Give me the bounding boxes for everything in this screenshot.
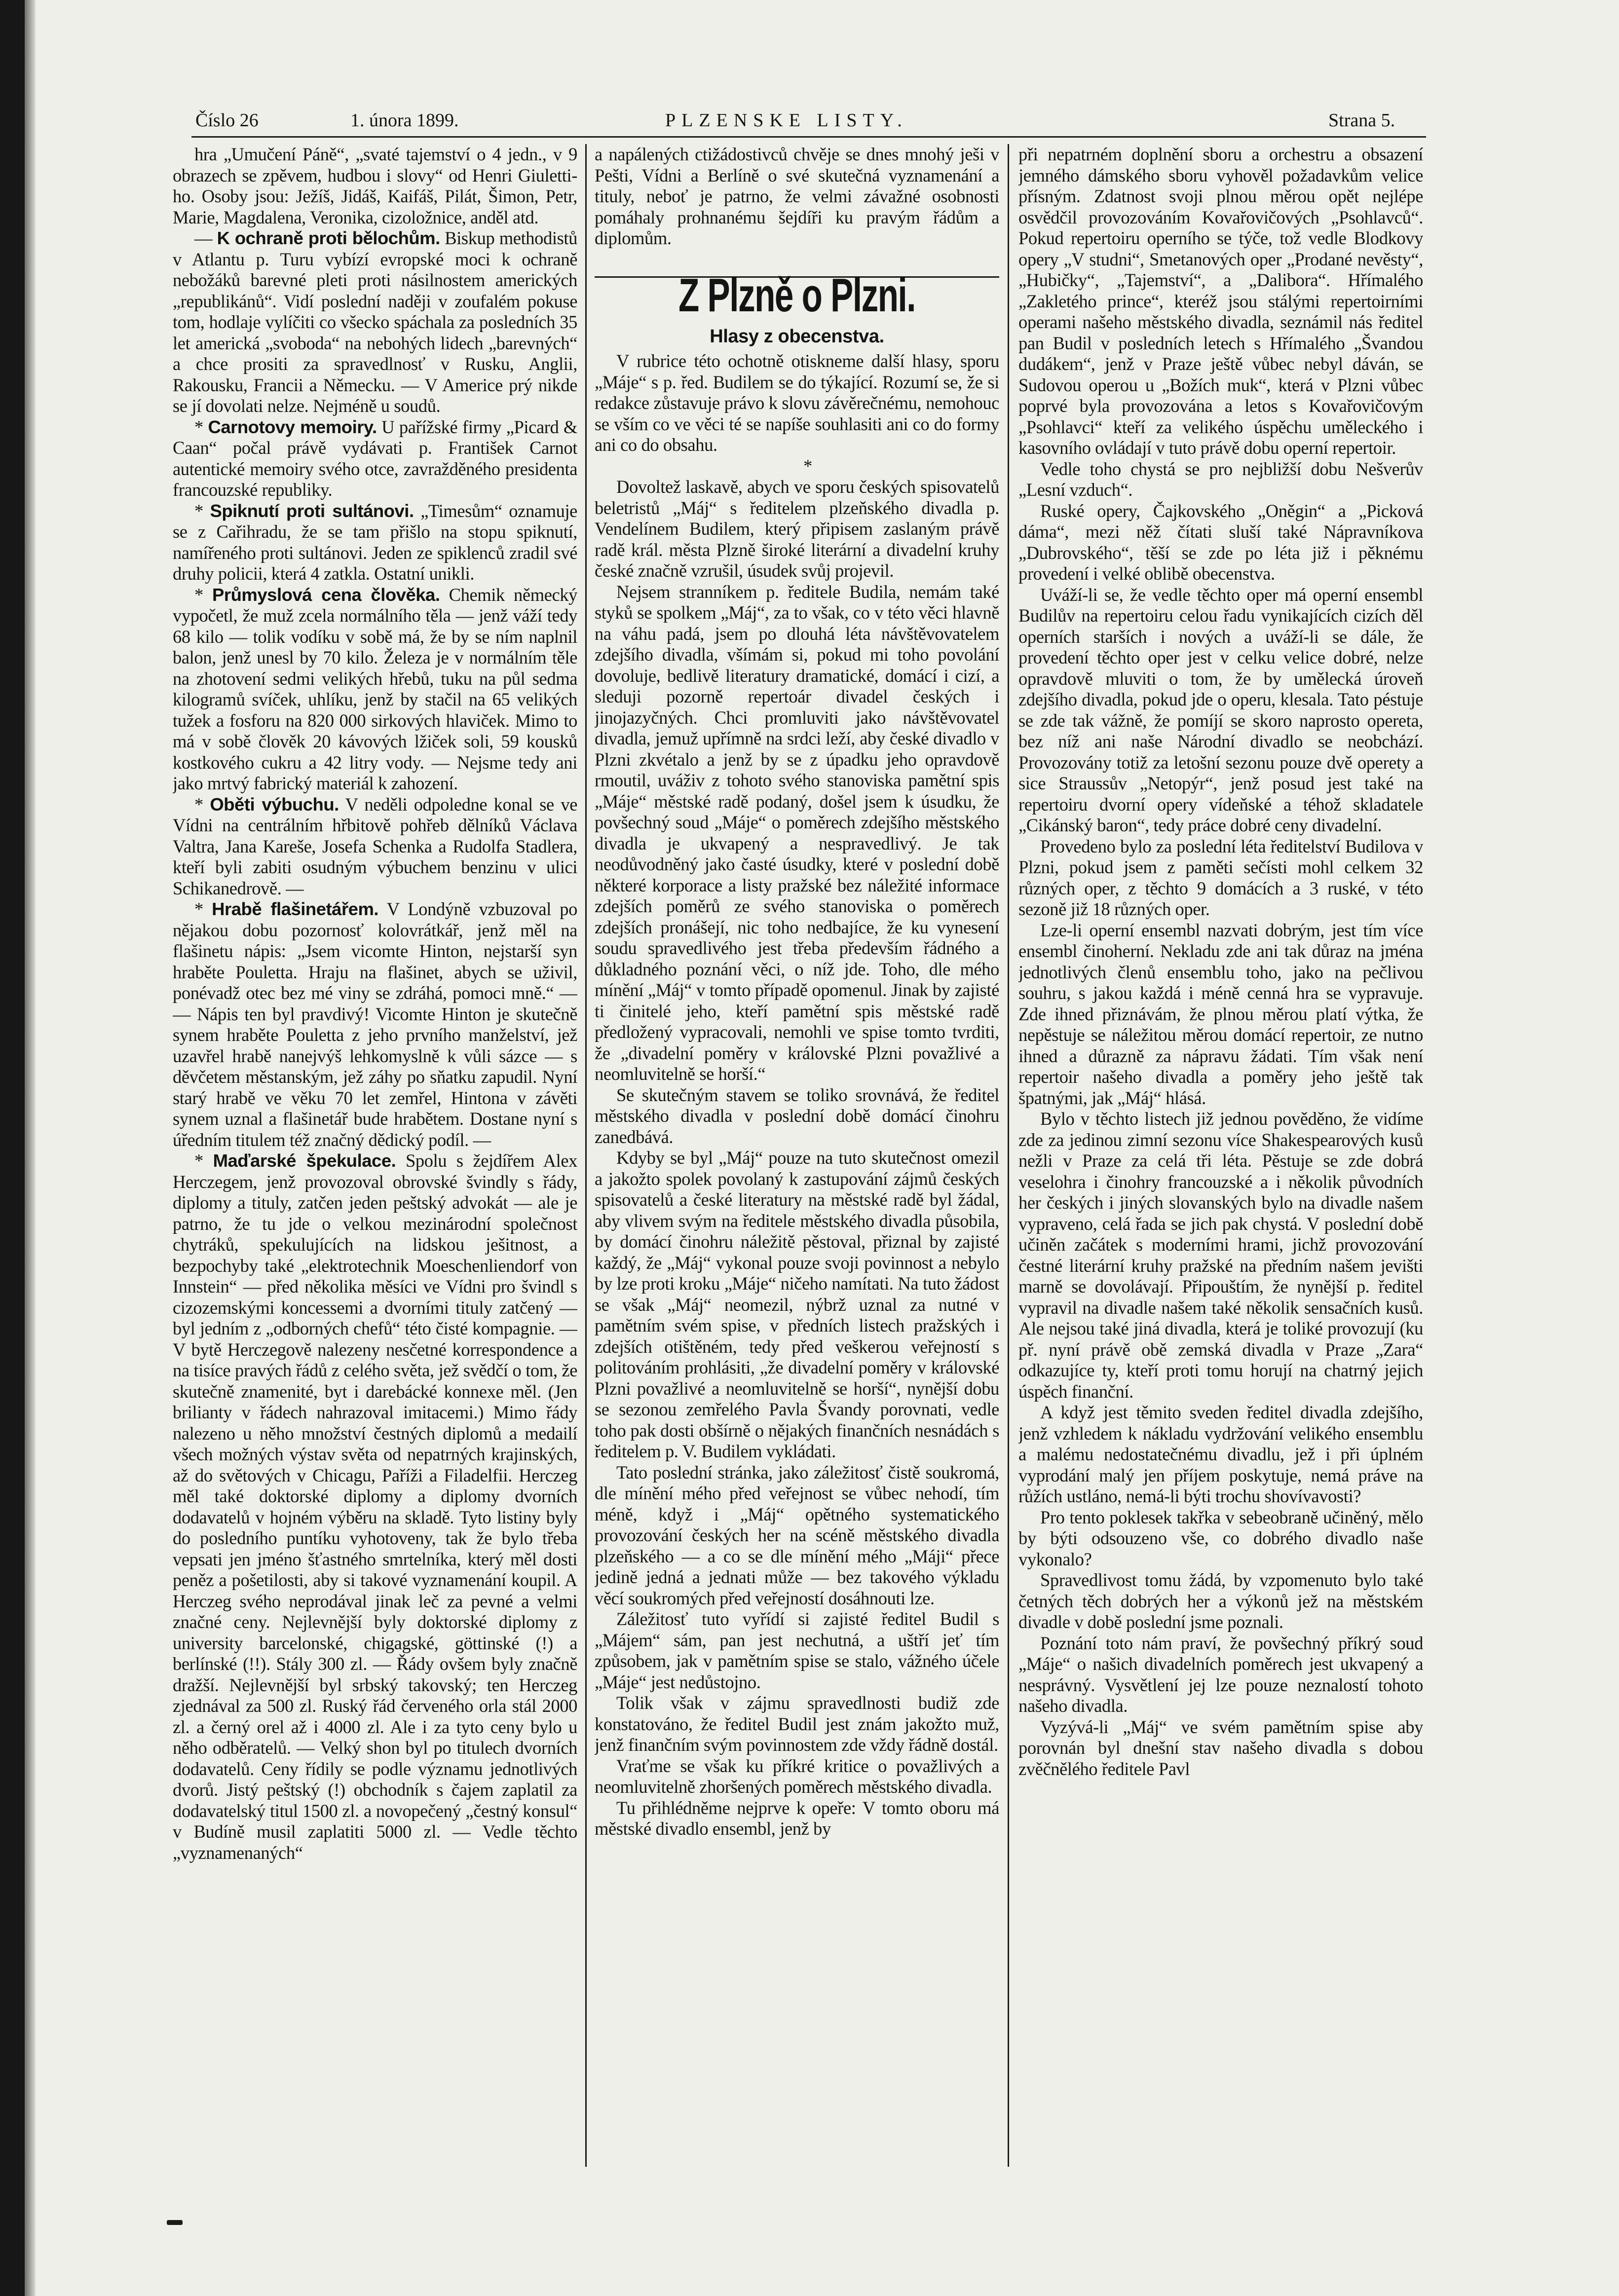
scan-dark-border xyxy=(0,0,25,2296)
article-obeti-vybuchu: * Oběti výbuchu. V neděli odpoledne konal se ve Vídni na centrálním hřbitově pohřeb dělníků Václava Valtra, Jana Kareše, Josefa Schenka a Rudolfa Stadlera, kteří byli zabiti osudným výbuchem benzinu v ulici Schikanedrově. — xyxy=(173,794,577,898)
col3-paragraph: Lze-li operní ensembl nazvati dobrým, jest tím více ensembl činoherní. Nekladu zde ani tak důraz na jména jednotlivých členů ensemblu toho, jako na pečlivou souhru, s jakou každá i méně cenná hra se vypravuje. Zde ihned přiznávám, že plnou měrou platí výtka, že nepěstuje se náležitou měrou domácí repertoir, ze nutno ihned a důrazně za nápravu žádati. Tím však není repertoir našeho divadla a poměry jeho ještě tak špatnými, jak „Máj“ hlásá. xyxy=(1018,920,1423,1108)
col3-paragraph: Provedeno bylo za poslední léta ředitelství Budilova v Plzni, pokud jsem z paměti sečísti mohl celkem 32 různých oper, z těchto 9 domácích a 3 ruské, v této sezoně již 18 různých oper. xyxy=(1018,836,1423,919)
page-number: Strana 5. xyxy=(1328,110,1395,131)
header-rule xyxy=(191,136,1426,138)
col3-paragraph: Uváží-li se, že vedle těchto oper má operní ensembl Budilův na repertoiru celou řadu vynikajících cizích děl operních starších i nových a uváží-li se dále, že provedení těchto oper jest v celku velice dobré, nelze opravdově mluviti o tom, že by umělecká úroveň zdejšího divadla, pokud jde o operu, klesala. Tato péstuje se zde tak vážně, že pomíjí se skoro naprosto opereta, bez níž ani naše Národní divadlo se neobchází. Provozovány totiž za letošní sezonu pouze dvě operety a sice Straussův „Netopýr“, jenž posud jest také na repertoiru dvorní opery vídeňské a téhož skladatele „Cikánský baron“, tedy práce dobré ceny divadelní. xyxy=(1018,584,1423,835)
article-intro: V rubrice této ochotně otiskneme další hlasy, sporu „Máje“ s p. řed. Budilem se do týkající. Rozumí se, že si redakce zůstavuje právo k slovu závěrečnému, nemohouc se vším co ve věci té se napíše souhlasiti ani co do formy ani co do obsahu. xyxy=(595,351,999,455)
section-heading: Průmyslová cena člověka. xyxy=(212,584,440,605)
col2-paragraph: Vraťme se však ku příkré kritice o považlivých a neomluvitelně zhoršených poměrech městského divadla. xyxy=(595,1755,999,1797)
col2-paragraph: Záležitosť tuto vyřídí si zajisté ředitel Budil s „Májem“ sám, pan jest nechutná, a uštří jeť tím způsobem, jak v pamětním spise se stalo, vážného účele „Máje“ jest nedůstojno. xyxy=(595,1609,999,1692)
article-prumyslova-cena: * Průmyslová cena člověka. Chemik německý vypočetl, že muž zcela normálního těla — jenž váží tedy 68 kilo — tolik vodíku v sobě má, že by se ním naplnil balon, jenž unesl by 70 kilo. Železa je v normálním těle na zhotovení sedmi velikých hřebů, tuku na půl sedma kilogramů svíček, uhlíku, jenž by stačil na 65 velikých tužek a fosforu na 820 000 sirkových hlaviček. Mimo to má v sobě člověk 20 kávových lžiček soli, 59 kousků kostkového cukru a 42 litry vody. — Nejsme tedy ani jako mrtvý fabrický materiál k zahození. xyxy=(173,584,577,793)
col2-paragraph: Tolik však v zájmu spravedlnosti budiž zde konstatováno, že ředitel Budil jest znám jakožto muž, jenž finančním svým povinnostem zde vždy řádně dostál. xyxy=(595,1693,999,1755)
section-heading: Oběti výbuchu. xyxy=(210,794,339,815)
col3-paragraph: Pro tento poklesek takřka v sebeobraně učiněný, mělo by býti odsouzeno vše, co dobrého divadlo naše vykonalo? xyxy=(1018,1507,1423,1569)
issue-date: 1. února 1899. xyxy=(350,110,459,131)
col3-paragraph: Vedle toho chystá se pro nejbližší dobu Nešverův „Lesní vzduch“. xyxy=(1018,458,1423,500)
col3-paragraph: A když jest těmito sveden ředitel divadla zdejšího, jenž vzhledem k nákladu vydržování velikého ensemblu a malému nedostatečnému divadlu, jež i při úplném vyprodání malý jen příjem poskytuje, nemá práve na růžích ustláno, nemá-li býti trochu shovívavosti? xyxy=(1018,1402,1423,1506)
col3-paragraph: Ruské opery, Čajkovského „Oněgin“ a „Picková dáma“, mezi něž čítati sluší také Nápravníkova „Dubrovského“, těší se zde po léta již i pěknému provedení i velké oblibě obecenstva. xyxy=(1018,500,1423,584)
article-spiknuti: * Spiknutí proti sultánovi. „Timesům“ oznamuje se z Cařihradu, že se tam přišlo na stopu spiknutí, namířeného proti sultánovi. Jeden ze spiklenců zradil své druhy policii, která 4 zatkla. Ostatní unikli. xyxy=(173,500,577,584)
col2-paragraph: Nejsem stranníkem p. ředitele Budila, nemám také styků se spolkem „Máj“, za to však, co v této věci hlavně na váhu padá, jsem po dlouhá léta návštěvovatelem zdejšího divadla, všímám si, pokud mi toho povolání dovoluje, bedlivě literatury dramatické, domácí i cizí, a sleduji pozorně repertoár divadel českých i jinojazyčných. Chci promluviti jako návštěvovatel divadla, jemuž upřímně na srdci leží, aby české divadlo v Plzni zkvétalo a jenž by se z úpadku jeho opravdově rmoutil, uváživ z tohoto svého stanoviska pamětní spis „Máje“ městské radě podaný, došel jsem k úsudku, že povšechný soud „Máje“ o poměrech zdejšího městského divadla je ukvapený a nespravedlivý. Je tak neodůvodněný jako časté úsudky, které v poslední době některé korporace a listy pražské bez náležité informace zdejších poměrů ze svého stanoviska o poměrech zdejších pronášejí, nic toho nedbajíce, že ku vynesení soudu spravedlivého jest třeba především řádného a důkladného poznání věci, o níž jde. Toho, dle mého mínění „Máj“ v tomto případě opomenul. Jinak by zajisté ti činitelé jeho, kteří pamětní spis městské radě předložený vypracovali, nemohli ve spise tomto tvrditi, že „divadelní poměry v královské Plzni považlivé a neomluvitelně se horší.“ xyxy=(595,581,999,1084)
col2-paragraph: Dovoltež laskavě, abych ve sporu českých spisovatelů beletristů „Máj“ s ředitelem plzeňského divadla p. Vendelínem Budilem, který připisem zaslaným právě radě král. města Plzně široké literární a divadelní kruhy české značně vzrušil, úsudek svůj projevil. xyxy=(595,477,999,581)
col3-paragraph: Spravedlivost tomu žádá, by vzpomenuto bylo také četných těch dobrých her a výkonů jež na městském divadle v době poslední jsme poznali. xyxy=(1018,1570,1423,1632)
article-subtitle: Hlasy z obecenstva. xyxy=(710,326,884,347)
column-2 xyxy=(595,144,999,2167)
column-1 xyxy=(173,144,577,2167)
article-carnotovy-memoiry: * Carnotovy memoiry. U pařížské firmy „Picard & Caan“ počal právě vydávati p. František Carnot autentické memoiry svého otce, zavražděného presidenta francouzské republiky. xyxy=(173,416,577,500)
section-heading: Carnotovy memoiry. xyxy=(208,416,377,437)
col2-paragraph: Kdyby se byl „Máj“ pouze na tuto skutečnost omezil a jakožto spolek povolaný k zastupování zájmů českých spisovatelů a české literatury na městské radě byl žádal, aby vlivem svým na ředitele městského divadla působila, by domácí činohru náležitě pěstoval, přiznal by zajisté každý, že „Máj“ vykonal pouze svoji povinnost a nebylo by lze proti kroku „Máje“ ničeho namítati. Na tuto žádost se však „Máj“ neomezil, nýbrž uznal za nutné v pamětním svém spise, v předních listech pražských i zdejších otištěném, tedy před veškerou veřejností s politováním prohlásiti, „že divadelní poměry v královské Plzni považlivé a neomluvitelně se horší“, nynější dobu se sezonou zemřelého Pavla Švandy porovnati, vedle toho pak dosti obšírně o nějakých finančních nesnádách s ředitelem p. V. Budilem vykládati. xyxy=(595,1148,999,1461)
section-heading: K ochraně proti bělochům. xyxy=(217,228,440,248)
issue-number: Číslo 26 xyxy=(195,110,259,131)
ink-blot xyxy=(167,2220,183,2225)
col3-paragraph: Poznání toto nám praví, že povšechný příkrý soud „Máje“ o našich divadelních poměrech jest ukvapený a nesprávný. Vysvětlení jej lze pouze neznalostí tohoto našeho divadla. xyxy=(1018,1632,1423,1716)
article-hrabe-flasinetarem: * Hrabě flašinetářem. V Londýně vzbuzoval po nějakou dobu pozornosť kolovrátkář, jenž měl na flašinetu nápis: „Jsem vicomte Hinton, nejstarší syn hraběte Pouletta. Hraju na flašinet, abych se uživil, ponévadž otec bez mé viny se zdráhá, pomoci mně.“ — — Nápis ten byl pravdivý! Vicomte Hinton je skutečně synem hraběte Pouletta z jeho prvního manželství, jež uzavřel hrabě nanejvýš lehkomyslně k vůli sázce — s děvčetem městanským, jež záhy po sňatku zapudil. Nyní starý hrabě ve věku 70 let zemřel, Hintona v závěti synem uznal a flašinetář bude hrabětem. Dostane nyní s úředním titulem též značný dědický podíl. — xyxy=(173,899,577,1150)
col2-paragraph: Se skutečným stavem se toliko srovnává, že ředitel městského divadla v poslední době domácí činohru zanedbává. xyxy=(595,1084,999,1147)
col3-paragraph: při nepatrném doplnění sboru a orchestru a obsazení jemného dámského sboru vyhověl požadavkům velice přísným. Zdatnost svoji plnou měrou opět nejlépe osvědčil provozováním Kovařovičových „Psohlavců“. Pokud repertoiru operního se týče, tož vedle Blodkovy opery „V studni“, Smetanových oper „Prodané nevěsty“, „Hubičky“, „Tajemství“, a „Dalibora“. Hřímalého „Zakletého prince“, kteréž jsou stálými repertoirními operami našeho městského divadla, seznámil nás ředitel pan Budil v posledních letech s Hřímalého „Švandou dudákem“, jenž v Praze ještě vůbec nebyl dáván, se Sudovou operou u „Božích muk“, která v Plzni vůbec poprvé byla provozována a letos s Kovařovičovým „Psohlavci“ kteří za velikého úspěchu uměleckého i kasovního ovládají v tuto právě dobu operní repertoir. xyxy=(1018,144,1423,458)
col3-paragraph: Vyzývá-li „Máj“ ve svém pamětním spise aby porovnán byl dnešní stav našeho divadla s dobou zvěčnělého ředitele Pavl xyxy=(1018,1716,1423,1779)
masthead: PLZENSKE LISTY. xyxy=(665,110,908,131)
section-star: * xyxy=(803,455,812,476)
column-rule-1 xyxy=(585,144,587,2167)
col3-paragraph: Bylo v těchto listech již jednou pověděno, že vidíme zde za jedinou zimní sezonu více Shakespearových kusů nežli v Praze za celá tři léta. Pěstuje se zde dobrá veselohra i činohry francouzské a i několik původních her českých i jiných slovanských bylo na divadle našem vypraveno, celá řada se jich pak chystá. V poslední době učiněn začátek s moderními hrami, jichž provozování čestné literární kruhy pražské na předním našem jevišti marně se dovolávají. Připouštím, že nynější p. ředitel vypravil na divadle našem také několik sensačních kusů. Ale nejsou také jiná divadla, která je toliké provozují (ku př. nyní právě obě zemská divadla v Praze „Zara“ odkazujíce ty, kteří proti tomu horují na chatrný jejich úspěch finanční. xyxy=(1018,1109,1423,1402)
col1-paragraph: hra „Umučení Páně“, „svaté tajemství o 4 jedn., v 9 obrazech se zpěvem, hudbou i slovy“ od Henri Giuletti-ho. Osoby jsou: Ježíš, Jidáš, Kaifáš, Pilát, Šimon, Petr, Marie, Magdalena, Veronika, cizoložnice, anděl atd. xyxy=(173,144,577,227)
column-rule-2 xyxy=(1008,144,1009,2167)
article-title: Z Plzně o Plzni. xyxy=(678,268,916,322)
scan-page-edge xyxy=(25,0,36,2296)
col2-paragraph: Tu přihlédněme nejprve k opeře: V tomto oboru má městské divadlo ensembl, jenž by xyxy=(595,1797,999,1839)
section-heading: Spiknutí proti sultánovi. xyxy=(210,500,414,521)
column-3 xyxy=(1018,144,1423,2167)
section-heading: Hrabě flašinetářem. xyxy=(212,899,379,919)
col2-paragraph: Tato poslední stránka, jako záležitosť čistě soukromá, dle mínění mého před veřejnost se vůbec nehodí, tím méně, když i „Máj“ opětného systematického provozování českých her na scéně městského divadla plzeňského — a co se dle mínění mého „Máji“ přece jedině jedná a jednati může — bez takového výkladu věcí soukromých před veřejností dosáhnouti lze. xyxy=(595,1462,999,1608)
article-k-ochrane: — K ochraně proti bělochům. Biskup methodistů v Atlantu p. Turu vybízí evropské moci k ochraně nebožáků barevné pleti proti násilnostem amerických „republikánů“. Vidí poslední naději v zoufalém pokuse tom, hodlaje vylíčiti co všecko spáchala za posledních 35 let americká „svoboda“ na nebohých lidech „barevných“ a chce prositi za spravedlnosť v Rusku, Anglii, Rakousku, Francii a Německu. — V Americe prý nikde se jí dovolati nelze. Nejméně u soudů. xyxy=(173,228,577,416)
article-madarske-spekulace: * Maďarské špekulace. Spolu s žejdířem Alex Herczegem, jenž provozoval obrovské švindly s řády, diplomy a tituly, zatčen jeden peštský advokát — ale je patrno, že tu jde o velkou mezinárodní společnost chytráků, spekulujících na lidskou ješitnost, a bezpochyby také „elektrotechnik Moeschenliendorf von Innstein“ — před několika měsíci ve Vídni pro švindl s cizozemskými koncessemi a dvorními tituly zatčený — byl jedním z „odborných chefů“ této čisté kompagnie. — V bytě Herczegově nalezeny nesčetné korrespondence a na tisíce pravých řádů z celého světa, jež svědčí o tom, že skutečně znamenité, byt i darebácké konnexe měl. (Jen brilianty v řádech nahrazoval imitacemi.) Mimo řády nalezeno u něho množství čestných diplomů a medailí všech možných výstav světa od nepatrných krajinských, až do světových v Chicagu, Paříži a Filadelfii. Herczeg měl také doktorské diplomy a diplomy dvorních dodavatelů v hojném výběru na skladě. Tyto listiny byly do posledního puntíku vyhotoveny, tak že bylo třeba vepsati jen jméno šťastného smrtelníka, který měl dosti peněz a pošetilosti, aby si takové vyznamenání koupil. A Herczeg svého neprodával jinak leč za pevné a velmi značné ceny. Nejlevnější byly doktorské diplomy z university barcelonské, chigagské, göttinské (!) a berlínské (!!). Stály 300 zl. — Řády ovšem byly značně dražší. Nejlevnější byl srbský takovský; ten Herczeg zjednával za 500 zl. Ruský řád červeného orla stál 2000 zl. a černý orel až i 4000 zl. Ale i za tyto ceny bylo u něho odběratelů. — Velký shon byl po titulech dvorních dodavatelů. Ceny řídily se podle významu jednotlivých dvorů. Jistý peštský (!) obchodník s čajem zaplatil za dodavatelský titul 1500 zl. a novopečený „čestný konsul“ v Budíně musil zaplatiti 5000 zl. — Vedle těchto „vyznamenaných“ xyxy=(173,1150,577,1863)
section-heading: Maďarské špekulace. xyxy=(213,1150,396,1171)
col2-continuation: a napálených ctižádostivců chvěje se dnes mnohý ješi v Pešti, Vídni a Berlíně o své skutečná vyznamenání a tituly, neboť je patrno, že velmi závažné osobnosti pomáhaly prohnanému šejdíři ku pravým řádům a diplomům. xyxy=(595,144,999,248)
